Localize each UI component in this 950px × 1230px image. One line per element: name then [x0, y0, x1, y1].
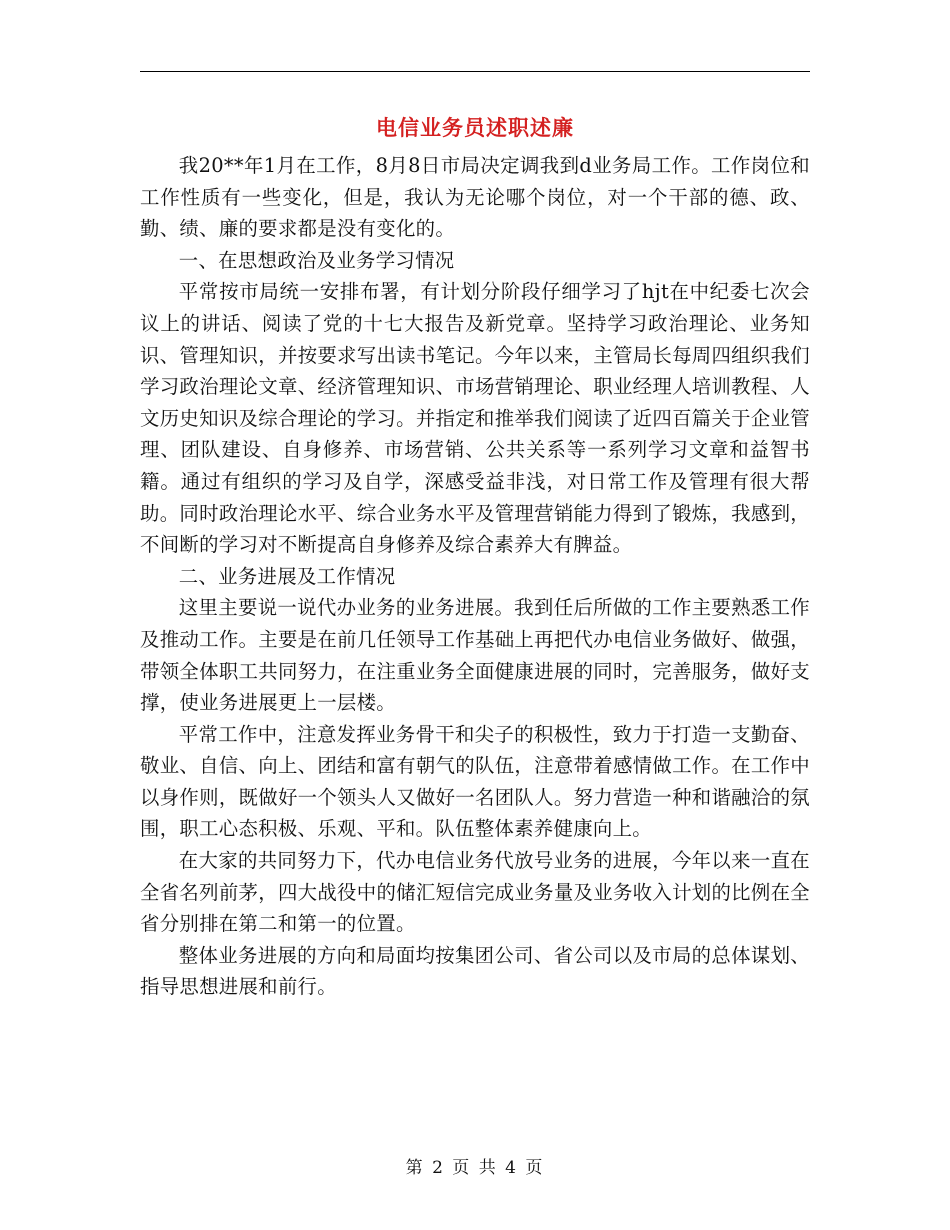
header-rule — [140, 71, 810, 72]
paragraph: 整体业务进展的方向和局面均按集团公司、省公司以及市局的总体谋划、指导思想进展和前行。 — [140, 943, 810, 999]
paragraph: 这里主要说一说代办业务的业务进展。我到任后所做的工作主要熟悉工作及推动工作。主要是在前几任领导工作基础上再把代办电信业务做好、做强，带领全体职工共同努力，在注重业务全面健康进展的同时，完善服务，做好支撑，使业务进展更上一层楼。 — [140, 596, 810, 715]
paragraph: 我20**年1月在工作，8月8日市局决定调我到d业务局工作。工作岗位和工作性质有一些变化，但是，我认为无论哪个岗位，对一个干部的德、政、勤、绩、廉的要求都是没有变化的。 — [140, 154, 810, 241]
paragraph: 在大家的共同努力下，代办电信业务代放号业务的进展，今年以来一直在全省名列前茅，四大战役中的储汇短信完成业务量及业务收入计划的比例在全省分别排在第二和第一的位置。 — [140, 849, 810, 936]
document-title: 电信业务员述职述廉 — [376, 115, 574, 140]
section-heading: 一、在思想政治及业务学习情况 — [178, 248, 455, 272]
document-body — [140, 150, 810, 1003]
section-heading: 二、业务进展及工作情况 — [178, 564, 396, 588]
page-footer: 第 2 页 共 4 页 — [405, 1158, 545, 1178]
paragraph: 平常按市局统一安排布署，有计划分阶段仔细学习了hjt在中纪委七次会议上的讲话、阅读了党的十七大报告及新党章。坚持学习政治理论、业务知识、管理知识，并按要求写出读书笔记。今年以来，主管局长每周四组织我们学习政治理论文章、经济管理知识、市场营销理论、职业经理人培训教程、人文历史知识及综合理论的学习。并指定和推举我们阅读了近四百篇关于企业管理、团队建设、自身修养、市场营销、公共关系等一系列学习文章和益智书籍。通过有组织的学习及自学，深感受益非浅，对日常工作及管理有很大帮助。同时政治理论水平、综合业务水平及管理营销能力得到了锻炼，我感到，不间断的学习对不断提高自身修养及综合素养大有脾益。 — [140, 280, 810, 557]
paragraph: 平常工作中，注意发挥业务骨干和尖子的积极性，致力于打造一支勤奋、敬业、自信、向上、团结和富有朝气的队伍，注意带着感情做工作。在工作中以身作则，既做好一个领头人又做好一名团队人。努力营造一种和谐融洽的氛围，职工心态积极、乐观、平和。队伍整体素养健康向上。 — [140, 722, 810, 841]
